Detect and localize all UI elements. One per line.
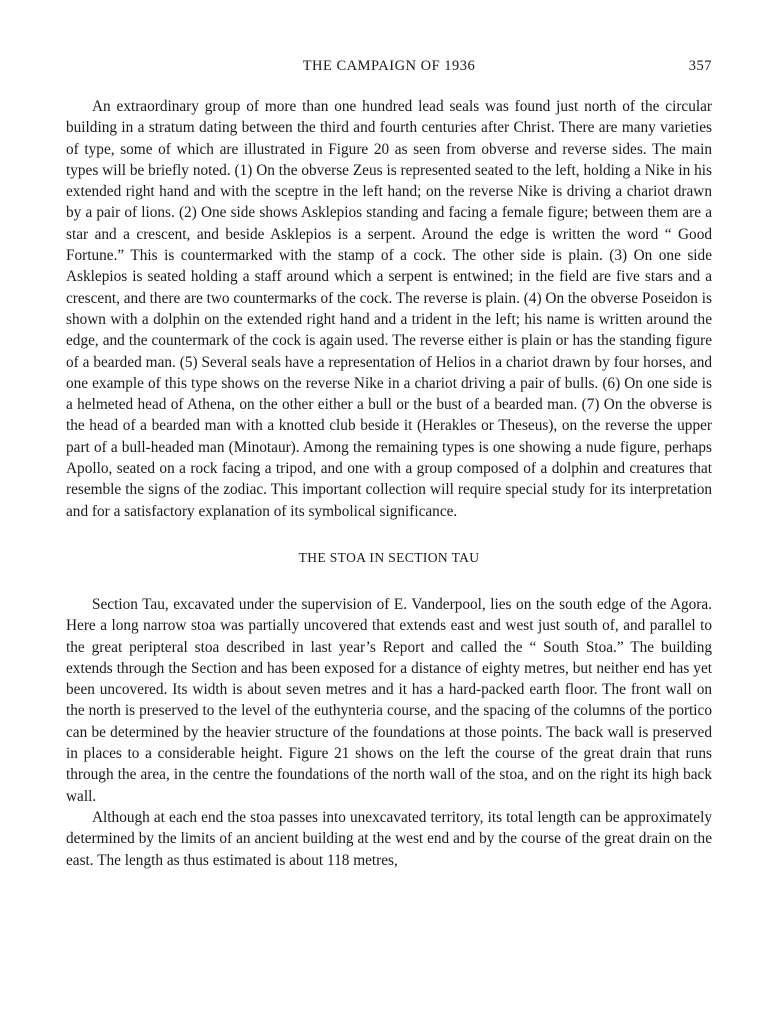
paragraph-lead-seals: An extraordinary group of more than one hundred lead seals was found just north of the circular building in a stratum dating between the third and fourth centuries after Christ. There are many varieties of type, some of which are illustrated in Figure 20 as seen from obverse and reverse sides. The main types will be briefly noted. (1) On the obverse Zeus is represented seated to the left, holding a Nike in his extended right hand and with the sceptre in the left hand; on the reverse Nike is driving a chariot drawn by a pair of lions. (2) One side shows Asklepios standing and facing a female figure; between them are a star and a crescent, and beside Asklepios is a serpent. Around the edge is written the word “ Good Fortune.” This is countermarked with the stamp of a cock. The other side is plain. (3) On one side Asklepios is seated holding a staff around which a serpent is entwined; in the field are five stars and a crescent, and there are two countermarks of the cock. The reverse is plain. (4) On the obverse Poseidon is shown with a dolphin on the extended right hand and a trident in the left; his name is written around the edge, and the countermark of the cock is again used. The reverse either is plain or has the standing figure of a bearded man. (5) Several seals have a representation of Helios in a chariot drawn by four horses, and one example of this type shows on the reverse Nike in a chariot driving a pair of bulls. (6) On one side is a helmeted head of Athena, on the other either a bull or the bust of a bearded man. (7) On the obverse is the head of a bearded man with a knotted club beside it (Herakles or Theseus), on the reverse the upper part of a bull-headed man (Minotaur). Among the remaining types is one showing a nude figure, perhaps Apollo, seated on a rock facing a tripod, and one with a group composed of a dolphin and creatures that resemble the signs of the zodiac. This important collection will require special study for its interpretation and for a satisfactory explanation of its symbolical significance. (66, 98, 712, 520)
running-header (66, 58, 712, 82)
body-text (66, 96, 712, 871)
paragraph-stoa-description: Section Tau, excavated under the supervision of E. Vanderpool, lies on the south edge of the Agora. Here a long narrow stoa was partially uncovered that extends east and west just south of, and parallel to the great peripteral stoa described in last year’s Report and called the “ South Stoa.” The building extends through the Section and has been exposed for a distance of eighty metres, but neither end has yet been uncovered. Its width is about seven metres and it has a hard-packed earth floor. The front wall on the north is preserved to the level of the euthynteria course, and the spacing of the columns of the portico can be determined by the heavier structure of the foundations at those points. The back wall is preserved in places to a considerable height. Figure 21 shows on the left the course of the great drain that runs through the area, in the centre the foundations of the north wall of the stoa, and on the right its high back wall. (66, 595, 712, 805)
paragraph-stoa-length: Although at each end the stoa passes into unexcavated territory, its total length can be approximately determined by the limits of an ancient building at the west end and by the course of the great drain on the east. The length as thus estimated is about 118 metres, (66, 808, 712, 869)
running-title: THE CAMPAIGN OF 1936 (302, 58, 476, 74)
page-number: 357 (688, 58, 712, 74)
section-heading: THE STOA IN SECTION TAU (298, 549, 480, 565)
